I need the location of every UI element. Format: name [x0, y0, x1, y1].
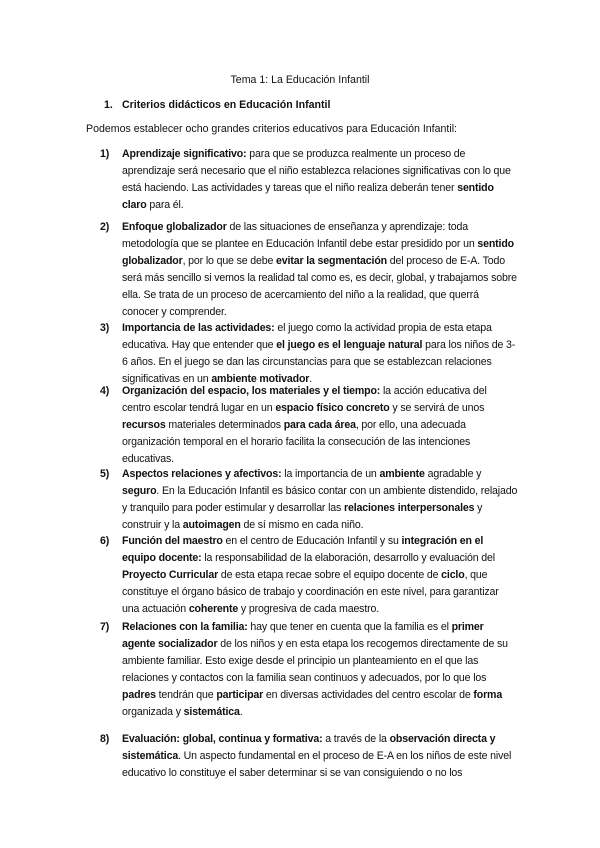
bold-text: Organización del espacio, los materiales y el tiempo:	[122, 385, 381, 397]
body-text: del proceso de E-A. Todo será más sencillo si vemos la realidad tal como es, es decir, global, y trabajamos sobre ella. Se trata de un proceso de acercamiento del niño a la realidad, que querrá conocer y comprender.	[122, 254, 517, 318]
criteria-number: 7)	[100, 621, 110, 633]
bold-text: Aprendizaje significativo:	[122, 148, 247, 160]
bold-text: Importancia de las actividades:	[122, 322, 275, 334]
body-text: . En la Educación Infantil es básico contar con un ambiente distendido, relajado y tranquilo para poder estimular y desarrollar las	[122, 484, 518, 514]
body-text: de esta etapa recae sobre el equipo docente de	[218, 568, 442, 581]
bold-text: observación directa y sistemática	[122, 733, 496, 762]
body-text: en el centro de Educación Infantil y su	[222, 535, 402, 547]
body-text: el juego como la actividad propia de esta etapa educativa. Hay que entender que	[122, 322, 492, 351]
criteria-number: 2)	[100, 221, 110, 233]
body-text: la importancia de un	[281, 468, 380, 480]
criteria-item	[100, 533, 518, 618]
bold-text: Función del maestro	[122, 535, 223, 547]
bold-text: participar	[216, 688, 264, 701]
bold-text: forma	[473, 688, 503, 701]
bold-text: ambiente motivador	[211, 372, 310, 385]
bold-text: integración en el equipo docente:	[122, 535, 484, 564]
section-number: 1.	[104, 99, 113, 111]
bold-text: relaciones interpersonales	[344, 501, 475, 514]
bold-text: espacio físico concreto	[275, 401, 390, 414]
criteria-number: 1)	[100, 148, 110, 160]
body-text: y se servirá de unos	[389, 401, 485, 414]
body-text: hay que tener en cuenta que la familia es el	[247, 621, 452, 633]
bold-text: Evaluación: global, continua y formativa:	[122, 733, 323, 745]
bold-text: Aspectos relaciones y afectivos:	[122, 468, 282, 480]
bold-text: Relaciones con la familia:	[122, 621, 248, 633]
body-text: y construir y la	[122, 501, 483, 531]
section-heading	[104, 98, 330, 112]
criteria-item	[100, 219, 518, 320]
body-text: .	[309, 372, 313, 385]
body-text: a través de la	[322, 733, 390, 745]
body-text: , que constituye el órgano básico de trabajo y coordinación en este nivel, para garantizar una actuación	[122, 568, 499, 615]
bold-text: primer agente socializador	[122, 621, 484, 650]
criteria-item	[100, 466, 518, 534]
body-text: tendrán que	[155, 688, 217, 701]
criteria-item	[100, 383, 518, 468]
body-text: para los niños de 3-6 años. En el juego se dan las circunstancias para que se establezcan relaciones significativas en un	[122, 338, 516, 385]
bold-text: coherente	[188, 602, 239, 615]
bold-text: sentido claro	[122, 181, 494, 211]
body-text: organizada y	[122, 705, 184, 718]
body-text: de los niños y en esta etapa los recogemos directamente de su ambiente familiar. Esto exige desde el principio un planteamiento en el que las relaciones y contactos con la familia sean continuos y adecuados, por lo que los	[122, 637, 508, 684]
body-text: .	[239, 705, 243, 718]
body-text: materiales determinados	[165, 418, 284, 431]
body-text: para que se produzca realmente un proceso de aprendizaje será necesario que el niño establezca relaciones significativas con lo que está haciendo. Las actividades y tareas que el niño realiza deberán tener	[122, 148, 511, 194]
bold-text: sentido globalizador	[122, 237, 514, 267]
intro-paragraph: Podemos establecer ocho grandes criterios educativos para Educación Infantil:	[86, 123, 457, 135]
criteria-number: 8)	[100, 733, 110, 745]
criteria-number: 6)	[100, 535, 110, 547]
body-text: en diversas actividades del centro escolar de	[263, 688, 474, 701]
body-text: la acción educativa del centro escolar tendrá lugar en un	[122, 385, 487, 414]
bold-text: seguro	[122, 484, 157, 497]
bold-text: ciclo	[441, 568, 465, 581]
body-text: , por lo que se debe	[182, 254, 277, 267]
body-text: y progresiva de cada maestro.	[238, 602, 380, 615]
criteria-item	[100, 731, 518, 782]
body-text: . Un aspecto fundamental en el proceso de E-A en los niños de este nivel educativo lo constituye el saber determinar si se van consiguiendo o no los	[122, 749, 512, 779]
bold-text: para cada área	[283, 418, 356, 431]
criteria-item	[100, 619, 518, 720]
body-text: , por ello, una adecuada organización temporal en el horario facilita la consecución de las intenciones educativas.	[122, 418, 471, 465]
section-label: Criterios didácticos en Educación Infantil	[122, 99, 331, 111]
bold-text: sistemática	[183, 705, 240, 718]
bold-text: Enfoque globalizador	[122, 221, 227, 233]
bold-text: Proyecto Curricular	[122, 568, 219, 581]
criteria-item	[100, 146, 518, 214]
bold-text: padres	[122, 688, 156, 701]
body-text: de las situaciones de enseñanza y aprendizaje: toda metodología que se plantee en Educación Infantil debe estar presidido por un	[122, 221, 478, 250]
bold-text: el juego es el lenguaje natural	[276, 338, 423, 351]
criteria-number: 5)	[100, 468, 110, 480]
bold-text: evitar la segmentación	[276, 254, 387, 267]
body-text: la responsabilidad de la elaboración, desarrollo y evaluación del	[201, 551, 495, 564]
page-title: Tema 1: La Educación Infantil	[230, 74, 370, 86]
bold-text: autoimagen	[182, 518, 241, 531]
criteria-number: 4)	[100, 385, 110, 397]
bold-text: ambiente	[379, 468, 425, 480]
body-text: agradable y	[424, 468, 482, 480]
body-text: de sí mismo en cada niño.	[240, 518, 364, 531]
body-text: para él.	[146, 198, 184, 211]
criteria-item	[100, 320, 518, 388]
criteria-number: 3)	[100, 322, 110, 334]
bold-text: recursos	[122, 418, 166, 431]
